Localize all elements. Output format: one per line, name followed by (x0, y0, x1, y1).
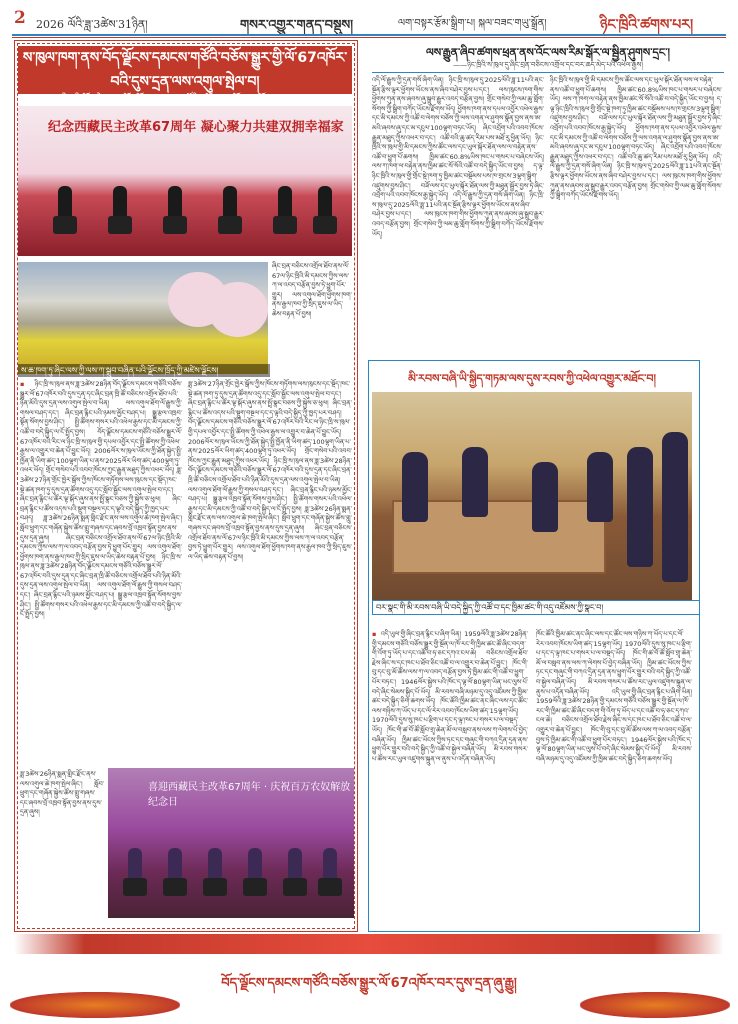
photo4-caption: བར་སྣང་གི་མི་རབས་བཞི་ཡི་བདེ་སྐྱིད་ཀྱི་འཚོ་བ་དང་ཁྱིམ་ཚང་གི་འདུ་འཛོམས་ཀྱི་སྣང་བ། (372, 600, 700, 615)
article-body: ཟླ་3ཚེས་26ཉིན་སྨན་གླིང་རྫོང་ནས་ལས་འགུལ་ཆེ་ཁག་སྤེལ་ཞིང་། སློབ་ཕྲུག་དང་གཞོན་སྐྱེས་ཚོས་གླུ་གཞས་དང་ཞབས་བྲོ་འཁྲབ་སྟོན་བྱས་ནས་དུས་དྲན་ཞུས། (188, 504, 352, 532)
article-column (20, 380, 182, 770)
bottom-red-band (14, 934, 724, 954)
dancer-figure (168, 848, 182, 896)
article-body: ཁོང་གི་ཚ་བོ་ཚོ་སློབ་གྲྭ་ཆེན་མོ་ལ་བསླབ་ནས་ལས་ཀ་ལེགས་པོ་བྱེད་བཞིན་ཡོད། ཁྱིམ་ཚང་ཡོངས་ཀྱིས་ཏང་དང་གཞུང་གི་བཀའ་དྲིན་དྲན་ནས་ཕྱུག་པོར་གྱུར་བའི་བདེ་སྐྱིད་ཀྱི་འཚོ་བ་སྐྱེལ་བཞིན་ཡོད། མི་རབས་གསར་པ་ཚོས་རང་ཡུལ་འཛུགས་སྐྲུན་ལ་ནུས་པ་འདོན་བཞིན་ཡོད། (536, 649, 692, 696)
dancer-figure (318, 186, 332, 234)
bottom-slogan: བོད་ལྗོངས་དམངས་གཙོའི་བཅོས་སྒྱུར་ལོ་67འཁོར་བར་དུས་དྲན་ཞུ་རྒྱུ། (221, 976, 517, 991)
article-body: ཟླ་3ཚེས་27ཉིན་གྲོང་ཁྱེར་སྒོས་ཀྱིས་ཁོངས་གཏོགས་ལས་ཁུངས་དང་སྡོད་ཁང་སྡེ་ཚན་ཁག་ཏུ་དུས་དྲན་ཚོགས་འདུ་དང་སློབ་སྦྱོང་ལས་འགུལ་སྤེལ་བ་དང་། ཞིང་བྲན་རྙིང་པ་ཚོར་ལྟ་སྐོར་ཞུས་ནས་སྤྲོ་སྣང་བཅས་ཀྱི་སྐྱེས་ཅ་ཕུལ། ཞིང་བྲན་རྙིང་པ་ཚོས་འདས་པའི་སྡུག་བསྔལ་དང་ད་ལྟའི་བདེ་སྐྱིད་ཀྱི་ཁྱད་པར་བཤད། (20, 466, 182, 523)
dancer-figure (278, 186, 292, 234)
article-body: འདི་ཡུལ་གྱི་ཞིང་བྲན་རྙིང་པ་ཞིག་ཡིན། 1959ལོའི་ཟླ་3ཚེས་28ཉིན་གྱི་དམངས་གཙོའི་བཅོས་སྒྱུར་གྱི་སྔོན་ལ་ཁོ་རང་གི་ཁྱིམ་ཚང་ཚོ་ཞིང་བདག་གི་འོག་ཏུ་ཡོད་པ་དང་འཚོ་བ་ཧ་ཅང་དཀའ་ངལ་ཆེ། བཅིངས་འགྲོལ་ཐོབ་རྗེས་ཞིང་ས་དང་ཁང་པ་ཐོབ་ཅིང་འཚོ་བ་ལ་འགྱུར་བ་ཆེན་པོ་བྱུང་། (372, 630, 528, 667)
article-body: ད་ལྟ་ཉིང་ཁྲིའི་ས་ཁུལ་གྱི་གྲོང་སྡེ་ཁག་ཏུ་ཁྱིམ་ཚང་བསྡོམས་པས་ཁ་གྲངས་3ལྷག་སྒྲིག་འཛུགས་བྱས་ཤིང་། བཟོ་ལས་དང་ཡུལ་སྐོར་ཐོན་ལས་ཀྱི་མཐུན་སྦྱོར་བྱས་ཏེ་ཞིང་འབྲོག་པའི་འབབ་ཁོངས་རྒྱ་སྐྱེད་ཡོད། (372, 162, 544, 200)
article-lead: ▪ (20, 380, 35, 388)
article-body: ཁོང་ཚོའི་ཁྱིམ་ཚང་ནང་ཞིང་ལས་དང་ཚོང་ལས་གཉིས་ཀ་ཡོད་པ་དང་ལོ་རེར་འབབ་ཁོངས་ཡིག་ཚད་15ལྷག་ཡོད། 1970ལོའི་དུས་སུ་ཁང་པ་རྩིག་པ་དང་ད་ལྟ་ཁང་པ་གསར་པ་ལ་བསྡད་ཡོད། (536, 630, 692, 658)
article-body: ཁོང་གི་ཚ་བོ་ཚོ་སློབ་གྲྭ་ཆེན་མོ་ལ་བསླབ་ནས་ལས་ཀ་ལེགས་པོ་བྱེད་བཞིན་ཡོད། ཁྱིམ་ཚང་ཡོངས་ཀྱིས་ཏང་དང་གཞུང་གི་བཀའ་དྲིན་དྲན་ནས་ཕྱུག་པོར་གྱུར་བའི་བདེ་སྐྱིད་ཀྱི་འཚོ་བ་སྐྱེལ་བཞིན་ཡོད། མི་རབས་གསར་པ་ཚོས་རང་ཡུལ་འཛུགས་སྐྲུན་ལ་ནུས་པ་འདོན་བཞིན་ཡོད། (372, 725, 528, 763)
left-banner-title: ས་ཁུལ་ཁག་ནས་བོད་ལྗོངས་དམངས་གཙོའི་བཅོས་སྒྱུར་གྱི་ལོ་67འཁོར་བའི་དུས་དྲན་ལས་འགུལ་སྤེལ་བ། (22, 50, 348, 90)
dancer-figure (323, 848, 337, 896)
dancer-figure (223, 186, 237, 234)
person-figure (402, 452, 428, 522)
dancer-figure (168, 186, 182, 234)
article-column (372, 630, 528, 926)
article-body: ཉིང་ཁྲི་ས་ཁུལ་ནས་ཟླ་3ཚེས་28ཉིན་བོད་ལྗོངས་དམངས་གཙོའི་བཅོས་སྒྱུར་ལོ་67འཁོར་བའི་དུས་དྲན་དང་ཞིང་བྲན་ཁྲི་ཚོ་བཅིངས་འགྲོལ་ཐོབ་པའི་ཉིན་མོའི་དུས་དྲན་ལས་འགུལ་སྤེལ་བ་ཡིན། ལས་འགུལ་ཐོག་ལོ་རྒྱུས་ཀྱི་གསལ་བཤད་དང་། ཞིང་བྲན་རྙིང་པའི་ཉམས་མྱོང་བཤད་པ། སྒྱུ་རྩལ་འཁྲབ་སྟོན་སོགས་བྱས་ཤིང་། སྤྱི་ཚོགས་གསར་པའི་འཕེལ་རྒྱས་དང་མི་དམངས་ཀྱི་འཚོ་བ་བདེ་སྐྱིད་ལ་ངོ་སྤྲོད་བྱས། (188, 456, 352, 513)
article-body: ཕྱོགས་ཁག་ནས་དཔལ་འབྱོར་འཕེལ་རྒྱས་དང་མི་དམངས་ཀྱི་འཚོ་བ་ལེགས་བཅོས་ཀྱི་ལས་འགན་ལ་ཤུགས་སྣོན་བྱས་ནས་ཨ་མའི་ཞབས་ཞུ་དང་མ་དངུལ་100ལྷག་བཏང་ཡོད། ཞིང་འབྲོག་པའི་འབབ་ཁོངས་རྒྱུན་མཐུད་ཀྱིས་འཕར་བ་དང་། འཚོ་བའི་ཆུ་ཚད་རིམ་པས་མཐོ་རུ་ཕྱིན་ཡོད། (550, 123, 722, 161)
photo2-caption: ས་ཆ་ཁག་ཏུ་ཞིང་ལས་ཀྱི་ལས་ཀ་སྒྲུབ་བཞིན་པའི་ལྗོངས་ཁྲོད་ཀྱི་མཛེས་ལྗོངས། (18, 364, 270, 377)
article-body: འདི་ཡུལ་གྱི་ཞིང་བྲན་རྙིང་པ་ཞིག་ཡིན། 1959ལོའི་ཟླ་3ཚེས་28ཉིན་གྱི་དམངས་གཙོའི་བཅོས་སྒྱུར་གྱི་སྔོན་ལ་ཁོ་རང་གི་ཁྱིམ་ཚང་ཚོ་ཞིང་བདག་གི་འོག་ཏུ་ཡོད་པ་དང་འཚོ་བ་ཧ་ཅང་དཀའ་ངལ་ཆེ། བཅིངས་འགྲོལ་ཐོབ་རྗེས་ཞིང་ས་དང་ཁང་པ་ཐོབ་ཅིང་འཚོ་བ་ལ་འགྱུར་བ་ཆེན་པོ་བྱུང་། (536, 687, 692, 734)
article-body: ཞིང་བྲན་བཅིངས་འགྲོལ་ཐོབ་ནས་ལོ་67ལ་ཉིང་ཁྲིའི་མི་དམངས་ཀྱིས་ལས་ཀ་ལ་འབད་བརྩོན་བྱས་ཏེ་ཕྱུག་པོར་གྱུར། ལས་འགུལ་ཐོག་ཕྱོགས་ཁག་ནས་རྒྱལ་ཁབ་ཀྱི་སྲིད་ཇུས་ལ་ཡིད་ཆེས་བརྟན་པོ་བྱས། (188, 523, 352, 561)
person-figure (462, 447, 488, 517)
photo-dance-stage (18, 106, 352, 256)
article-body: བོད་ལྗོངས་དམངས་གཙོའི་བཅོས་སྒྱུར་ལོ་67འཁོར་བའི་རིང་ལ་ཉིང་ཁྲི་ས་ཁུལ་གྱི་དཔལ་འབྱོར་དང་སྤྱི་ཚོགས་ཀྱི་འཕེལ་རྒྱས་ལ་འགྱུར་བ་ཆེན་པོ་བྱུང་ཡོད། 2006ལོར་ས་ཁུལ་ཡོངས་ཀྱི་ཐོན་སྐྱེད་སྤྱི་ཁྱོན་ནི་ཡིག་ཚད་100ལྷག་ཡིན་པ་ནས་2025ལོར་ཡིག་ཚད་400ལྷག་ཏུ་འཕར་ཡོད། གྲོང་གསེབ་པའི་འབབ་ཁོངས་ཀྱང་རྒྱུན་མཐུད་ཀྱིས་འཕར་ཡོད། (188, 418, 352, 465)
article-body: ཉིང་ཁྲིའི་ས་ཁུལ་གྱི་མི་དམངས་ཀྱིས་ཚོང་ལས་དང་ཡུལ་སྐོར་ཐོན་ལས་ལ་བརྟེན་ནས་འཚོ་བ་ཕྱུག་པོ་ཆགས། ཁྱིམ་ཚང་60.8%ཡིས་ཁང་པ་གསར་པ་བཞེངས་ཡོད། ལས་ཀ་ཁག་ལ་བརྟེན་ནས་ཁྱིམ་ཚང་སོ་སོའི་འཚོ་བ་བདེ་སྐྱིད་ཡོང་བ་བྱས། (550, 76, 722, 104)
header-rule (12, 34, 726, 36)
left-banner-subtitle: ——ཉིང་ཁྲི་གྲོང་ཁྱེར་ནས་བོད་ལྗོངས་དམངས་གཙོའི་བཅོས་སྒྱུར་ལོ་67འཁོར་བར་དུས་དྲན་ཞུས། (44, 95, 326, 105)
section-title: གསར་འགྱུར་གནད་བསྡུས། (240, 18, 353, 33)
paper-name: ཉིང་ཁྲིའི་ཚགས་པར། (600, 17, 694, 33)
article-body: ཟླ་3ཚེས་27ཉིན་གྲོང་ཁྱེར་སྒོས་ཀྱིས་ཁོངས་གཏོགས་ལས་ཁུངས་དང་སྡོད་ཁང་སྡེ་ཚན་ཁག་ཏུ་དུས་དྲན་ཚོགས་འདུ་དང་སློབ་སྦྱོང་ལས་འགུལ་སྤེལ་བ་དང་། ཞིང་བྲན་རྙིང་པ་ཚོར་ལྟ་སྐོར་ཞུས་ནས་སྤྲོ་སྣང་བཅས་ཀྱི་སྐྱེས་ཅ་ཕུལ། ཞིང་བྲན་རྙིང་པ་ཚོས་འདས་པའི་སྡུག་བསྔལ་དང་ད་ལྟའི་བདེ་སྐྱིད་ཀྱི་ཁྱད་པར་བཤད། (188, 380, 352, 417)
right-top-rule (372, 72, 724, 73)
blossom-tree (208, 282, 268, 337)
article-body: ཉིང་ཁྲི་ས་ཁུལ་ནས་ཟླ་3ཚེས་28ཉིན་བོད་ལྗོངས་དམངས་གཙོའི་བཅོས་སྒྱུར་ལོ་67འཁོར་བའི་དུས་དྲན་དང་ཞིང་བྲན་ཁྲི་ཚོ་བཅིངས་འགྲོལ་ཐོབ་པའི་ཉིན་མོའི་དུས་དྲན་ལས་འགུལ་སྤེལ་བ་ཡིན། ལས་འགུལ་ཐོག་ལོ་རྒྱུས་ཀྱི་གསལ་བཤད་དང་། ཞིང་བྲན་རྙིང་པའི་ཉམས་མྱོང་བཤད་པ། སྒྱུ་རྩལ་འཁྲབ་སྟོན་སོགས་བྱས་ཤིང་། སྤྱི་ཚོགས་གསར་པའི་འཕེལ་རྒྱས་དང་མི་དམངས་ཀྱི་འཚོ་བ་བདེ་སྐྱིད་ལ་ངོ་སྤྲོད་བྱས། (20, 380, 182, 436)
person-figure (627, 447, 653, 567)
article-body: ཁོང་གི་བུ་དང་བུ་མོ་ཚོས་ལས་ཀ་ལ་འབད་བརྩོན་བྱས་ཏེ་ཁྱིམ་ཚང་གི་འཚོ་བ་ཕྱུག་པོར་བཏང་། 1946ལོར་སྐྱེས་པའི་ཁོང་ད་ལྟ་ལོ་80ལྷག་ཡིན་ཡང་ལུས་པོ་བདེ་ཞིང་སེམས་སྐྱིད་པོ་ཡོད། མི་རབས་བཞི་མཉམ་དུ་འདུ་འཛོམས་ཀྱི་ཁྱིམ་ཚང་བདེ་སྐྱིད་ཅིག་ཆགས་ཡོད། (536, 725, 692, 763)
photo-field-blossoms (18, 262, 268, 374)
right-top-subtitle: ——ཉིང་ཁྲིའི་ས་ཁུལ་དུ་ཞིང་བྲན་བཅིངས་འགྲོལ་དང་བར་ཆད་མེད་པའི་འཕེལ་རྒྱས། (453, 61, 643, 69)
photo1-banner-text: 纪念西藏民主改革67周年 凝心聚力共建双拥幸福家 (48, 120, 344, 135)
article-body: ཉིང་ཁྲིའི་ས་ཁུལ་གྱི་མི་དམངས་ཀྱིས་ཚོང་ལས་དང་ཡུལ་སྐོར་ཐོན་ལས་ལ་བརྟེན་ནས་འཚོ་བ་ཕྱུག་པོ་ཆགས། ཁྱིམ་ཚང་60.8%ཡིས་ཁང་པ་གསར་པ་བཞེངས་ཡོད། ལས་ཀ་ཁག་ལ་བརྟེན་ནས་ཁྱིམ་ཚང་སོ་སོའི་འཚོ་བ་བདེ་སྐྱིད་ཡོང་བ་བྱས། (372, 133, 544, 171)
dancer-figure (113, 186, 127, 234)
dancer-figure (288, 848, 302, 896)
article-body: འདི་ལོ་རྒྱུས་ཀྱི་དྲན་གསོ་ཞིག་ཡིན། ཉིང་ཁྲི་ས་ཁུལ་དུ་2025ལོའི་ཟླ་11པའི་ནང་སྔོན་རྩིས་ལྟར་ཕྱོགས་ཡོངས་ནས་ཞིབ་བཤེར་བྱས་པ་དང་། ལས་ཁུངས་ཁག་གིས་ཕྱོགས་ཀུན་ནས་ཞབས་ཞུ་སྒྲུབ་རྒྱུར་འབད་བརྩོན་བྱས། གྲོང་གསེབ་ཀྱི་ལམ་ཆུ་གློག་སོགས་ཀྱི་སྒྲིག་བཀོད་ཡོངས་རྫོགས་ཡོད། (372, 191, 544, 238)
dancer-figure (248, 848, 262, 896)
page-number: 2 (14, 8, 26, 28)
article-body: ཞིང་བྲན་བཅིངས་འགྲོལ་ཐོབ་ནས་ལོ་67ལ་ཉིང་ཁྲིའི་མི་དམངས་ཀྱིས་ལས་ཀ་ལ་འབད་བརྩོན་བྱས་ཏེ་ཕྱུག་པོར་གྱུར། ལས་འགུལ་ཐོག་ཕྱོགས་ཁག་ནས་རྒྱལ་ཁབ་ཀྱི་སྲིད་ཇུས་ལ་ཡིད་ཆེས་བརྟན་པོ་བྱས། (20, 533, 182, 561)
dancer-figure (58, 186, 72, 234)
article-column (188, 380, 352, 760)
right-box-title: མི་རབས་བཞི་ཡི་སྐྱིད་གཏམ་ལས་དུས་རབས་ཀྱི་འཕེལ་འགྱུར་མཐོང་བ། (408, 372, 656, 385)
photo-group-dance (108, 768, 354, 918)
article-column (372, 76, 544, 346)
article-column: ཞིང་བྲན་བཅིངས་འགྲོལ་ཐོབ་ནས་ལོ་67ལ་ཉིང་ཁྲིའི་མི་དམངས་ཀྱིས་ལས་ཀ་ལ་འབད་བརྩོན་བྱས་ཏེ་ཕྱུག་པོར་གྱུར། ལས་འགུལ་ཐོག་ཕྱོགས་ཁག་ནས་རྒྱལ་ཁབ་ཀྱི་སྲིད་ཇུས་ལ་ཡིད་ཆེས་བརྟན་པོ་བྱས། (272, 262, 352, 318)
photo3-banner-text: 喜迎西藏民主改革67周年 · 庆祝百万农奴解放纪念日 (148, 782, 351, 808)
article-body: ཁོང་ཚོའི་ཁྱིམ་ཚང་ནང་ཞིང་ལས་དང་ཚོང་ལས་གཉིས་ཀ་ཡོད་པ་དང་ལོ་རེར་འབབ་ཁོངས་ཡིག་ཚད་15ལྷག་ཡོད། 1970ལོའི་དུས་སུ་ཁང་པ་རྩིག་པ་དང་ད་ལྟ་ཁང་པ་གསར་པ་ལ་བསྡད་ཡོད། (372, 697, 528, 734)
dancer-figure (208, 848, 222, 896)
article-body: ད་ལྟ་ཉིང་ཁྲིའི་ས་ཁུལ་གྱི་གྲོང་སྡེ་ཁག་ཏུ་ཁྱིམ་ཚང་བསྡོམས་པས་ཁ་གྲངས་3ལྷག་སྒྲིག་འཛུགས་བྱས་ཤིང་། བཟོ་ལས་དང་ཡུལ་སྐོར་ཐོན་ལས་ཀྱི་མཐུན་སྦྱོར་བྱས་ཏེ་ཞིང་འབྲོག་པའི་འབབ་ཁོངས་རྒྱ་སྐྱེད་ཡོད། (550, 95, 722, 132)
header-rule-red (12, 37, 726, 38)
article-body: ཟླ་3ཚེས་26ཉིན་སྨན་གླིང་རྫོང་ནས་ལས་འགུལ་ཆེ་ཁག་སྤེལ་ཞིང་། སློབ་ཕྲུག་དང་གཞོན་སྐྱེས་ཚོས་གླུ་གཞས་དང་ཞབས་བྲོ་འཁྲབ་སྟོན་བྱས་ནས་དུས་དྲན་ཞུས། (20, 514, 182, 542)
article-body: འདི་ལོ་རྒྱུས་ཀྱི་དྲན་གསོ་ཞིག་ཡིན། ཉིང་ཁྲི་ས་ཁུལ་དུ་2025ལོའི་ཟླ་11པའི་ནང་སྔོན་རྩིས་ལྟར་ཕྱོགས་ཡོངས་ནས་ཞིབ་བཤེར་བྱས་པ་དང་། ལས་ཁུངས་ཁག་གིས་ཕྱོགས་ཀུན་ནས་ཞབས་ཞུ་སྒྲུབ་རྒྱུར་འབད་བརྩོན་བྱས། གྲོང་གསེབ་ཀྱི་ལམ་ཆུ་གློག་སོགས་ཀྱི་སྒྲིག་བཀོད་ཡོངས་རྫོགས་ཡོད། (550, 152, 722, 200)
issue-date: 2026 ལོའི་ཟླ་3ཚེས་31ཉིན། (36, 18, 148, 31)
article-body: ཕྱོགས་ཁག་ནས་དཔལ་འབྱོར་འཕེལ་རྒྱས་དང་མི་དམངས་ཀྱི་འཚོ་བ་ལེགས་བཅོས་ཀྱི་ལས་འགན་ལ་ཤུགས་སྣོན་བྱས་ནས་ཨ་མའི་ཞབས་ཞུ་དང་མ་དངུལ་100ལྷག་བཏང་ཡོད། ཞིང་འབྲོག་པའི་འབབ་ཁོངས་རྒྱུན་མཐུད་ཀྱིས་འཕར་བ་དང་། འཚོ་བའི་ཆུ་ཚད་རིམ་པས་མཐོ་རུ་ཕྱིན་ཡོད། (372, 104, 544, 142)
right-top-title: ལས་རྒྱུན་ཞིབ་ཚགས་ཕྲན་ནས་འོང་ལས་རིམ་སྒོར་ལ་སྦྱིན་ཤུགས་དྲང་། (425, 46, 670, 59)
article-column: ཟླ་3ཚེས་26ཉིན་སྨན་གླིང་རྫོང་ནས་ལས་འགུལ་ཆེ་ཁག་སྤེལ་ཞིང་། སློབ་ཕྲུག་དང་གཞོན་སྐྱེས་ཚོས་གླུ་གཞས་དང་ཞབས་བྲོ་འཁྲབ་སྟོན་བྱས་ནས་དུས་དྲན་ཞུས། (20, 770, 104, 817)
article-body: འདི་ལོ་རྒྱུས་ཀྱི་དྲན་གསོ་ཞིག་ཡིན། ཉིང་ཁྲི་ས་ཁུལ་དུ་2025ལོའི་ཟླ་11པའི་ནང་སྔོན་རྩིས་ལྟར་ཕྱོགས་ཡོངས་ནས་ཞིབ་བཤེར་བྱས་པ་དང་། ལས་ཁུངས་ཁག་གིས་ཕྱོགས་ཀུན་ནས་ཞབས་ཞུ་སྒྲུབ་རྒྱུར་འབད་བརྩོན་བྱས། གྲོང་གསེབ་ཀྱི་ལམ་ཆུ་གློག་སོགས་ཀྱི་སྒྲིག་བཀོད་ཡོངས་རྫོགས་ཡོད། (372, 76, 544, 113)
editor-note: ལག་བསྟར་རྩོམ་སྒྲིག་པ། སྐལ་བཟང་གཡུ་སྒྲོན། (398, 18, 547, 29)
dancer-figure (128, 848, 142, 896)
article-column (536, 630, 692, 926)
photo-family-gathering (372, 392, 692, 600)
article-lead: ▪ (372, 630, 381, 638)
person-figure (587, 452, 613, 522)
article-body: ཉིང་ཁྲི་ས་ཁུལ་ནས་ཟླ་3ཚེས་28ཉིན་བོད་ལྗོངས་དམངས་གཙོའི་བཅོས་སྒྱུར་ལོ་67འཁོར་བའི་དུས་དྲན་དང་ཞིང་བྲན་ཁྲི་ཚོ་བཅིངས་འགྲོལ་ཐོབ་པའི་ཉིན་མོའི་དུས་དྲན་ལས་འགུལ་སྤེལ་བ་ཡིན། ལས་འགུལ་ཐོག་ལོ་རྒྱུས་ཀྱི་གསལ་བཤད་དང་། ཞིང་བྲན་རྙིང་པའི་ཉམས་མྱོང་བཤད་པ། སྒྱུ་རྩལ་འཁྲབ་སྟོན་སོགས་བྱས་ཤིང་། སྤྱི་ཚོགས་གསར་པའི་འཕེལ་རྒྱས་དང་མི་དམངས་ཀྱི་འཚོ་བ་བདེ་སྐྱིད་ལ་ངོ་སྤྲོད་བྱས། (20, 552, 182, 619)
article-body: ཁོང་གི་བུ་དང་བུ་མོ་ཚོས་ལས་ཀ་ལ་འབད་བརྩོན་བྱས་ཏེ་ཁྱིམ་ཚང་གི་འཚོ་བ་ཕྱུག་པོར་བཏང་། 1946ལོར་སྐྱེས་པའི་ཁོང་ད་ལྟ་ལོ་80ལྷག་ཡིན་ཡང་ལུས་པོ་བདེ་ཞིང་སེམས་སྐྱིད་པོ་ཡོད། མི་རབས་བཞི་མཉམ་དུ་འདུ་འཛོམས་ཀྱི་ཁྱིམ་ཚང་བདེ་སྐྱིད་ཅིག་ཆགས་ཡོད། (372, 658, 528, 706)
left-banner (18, 46, 352, 105)
footer-decoration-left (10, 992, 180, 1018)
person-figure (662, 432, 688, 582)
person-figure (532, 462, 558, 532)
article-body: བོད་ལྗོངས་དམངས་གཙོའི་བཅོས་སྒྱུར་ལོ་67འཁོར་བའི་རིང་ལ་ཉིང་ཁྲི་ས་ཁུལ་གྱི་དཔལ་འབྱོར་དང་སྤྱི་ཚོགས་ཀྱི་འཕེལ་རྒྱས་ལ་འགྱུར་བ་ཆེན་པོ་བྱུང་ཡོད། 2006ལོར་ས་ཁུལ་ཡོངས་ཀྱི་ཐོན་སྐྱེད་སྤྱི་ཁྱོན་ནི་ཡིག་ཚད་100ལྷག་ཡིན་པ་ནས་2025ལོར་ཡིག་ཚད་400ལྷག་ཏུ་འཕར་ཡོད། གྲོང་གསེབ་པའི་འབབ་ཁོངས་ཀྱང་རྒྱུན་མཐུད་ཀྱིས་འཕར་ཡོད། (20, 427, 182, 475)
article-column (550, 76, 722, 346)
footer-decoration-right (580, 992, 730, 1018)
